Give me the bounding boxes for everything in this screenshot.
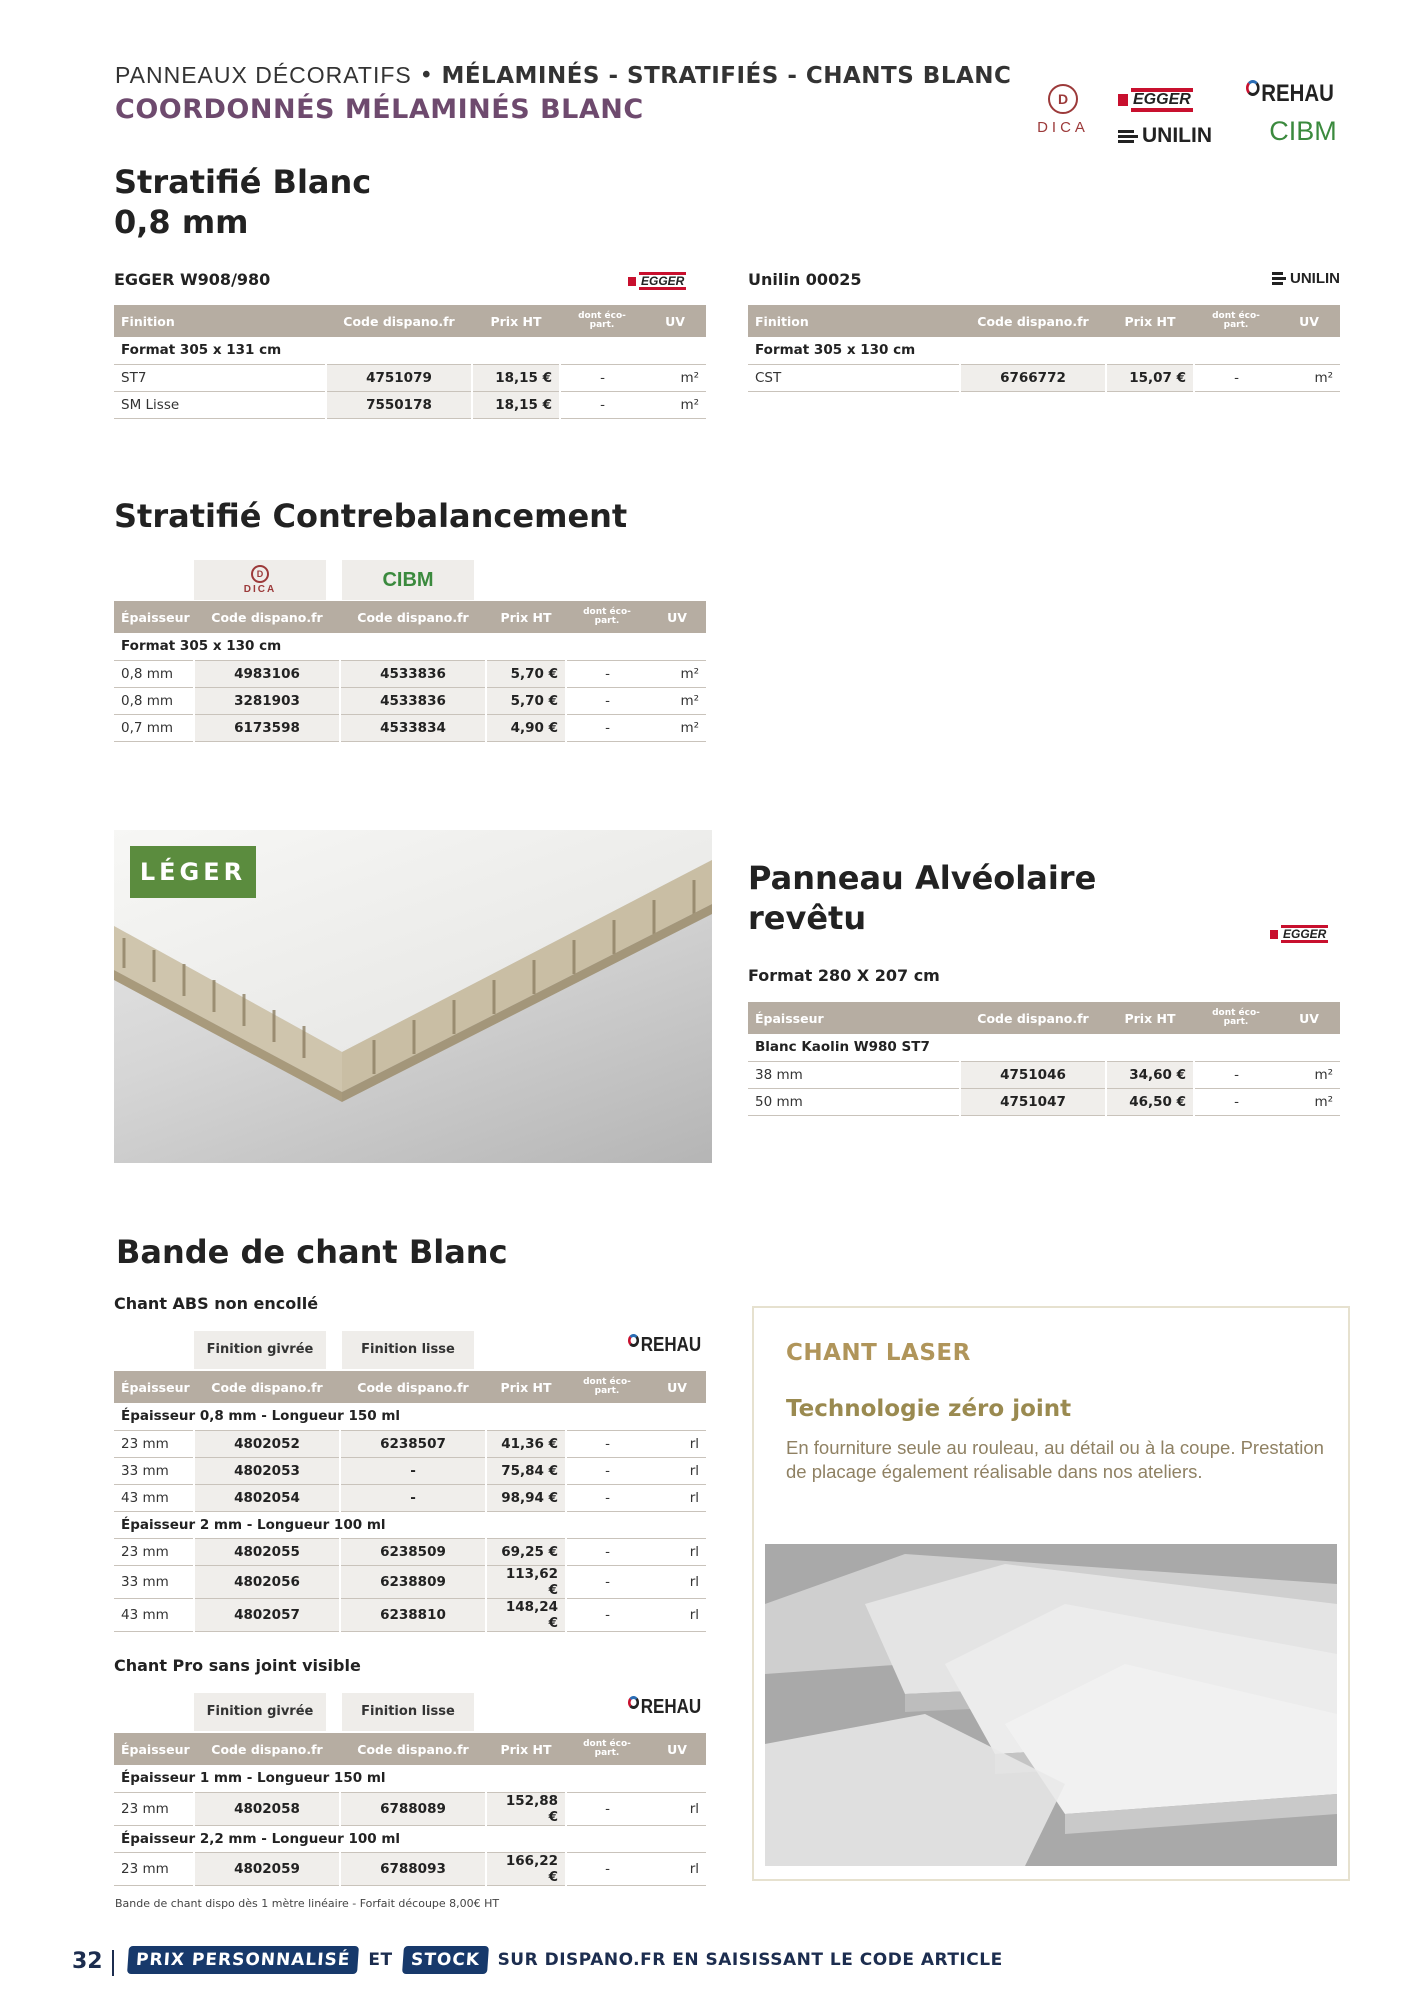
table-cell: 23 mm <box>114 1538 194 1565</box>
column-header: Code dispano.fr <box>194 601 340 633</box>
column-header: dont éco-part. <box>566 1371 648 1403</box>
table-cell: 34,60 € <box>1106 1061 1194 1088</box>
table-cell: 5,70 € <box>486 660 566 687</box>
table-cell: Format 305 x 130 cm <box>748 337 1340 364</box>
tab-finition-givree: Finition givrée <box>194 1693 326 1731</box>
alveolaire-format: Format 280 X 207 cm <box>748 966 940 985</box>
table-cell: rl <box>648 1852 706 1885</box>
table-cell: 4802054 <box>194 1484 340 1511</box>
chant-abs-label: Chant ABS non encollé <box>114 1294 319 1313</box>
column-header: dont éco-part. <box>566 601 648 633</box>
table-cell: 166,22 € <box>486 1852 566 1885</box>
table-cell: SM Lisse <box>114 391 326 418</box>
column-header: Épaisseur <box>114 1733 194 1765</box>
table-cell: 18,15 € <box>472 364 560 391</box>
table-cell: - <box>340 1457 486 1484</box>
table-cell: - <box>566 687 648 714</box>
table-cell: ST7 <box>114 364 326 391</box>
leger-badge: LÉGER <box>130 846 256 898</box>
table-cell: rl <box>648 1538 706 1565</box>
table-cell: rl <box>648 1430 706 1457</box>
egger-logo: EGGER <box>628 272 686 290</box>
column-header: Code dispano.fr <box>194 1733 340 1765</box>
table-cell: 4,90 € <box>486 714 566 741</box>
table-cell: 41,36 € <box>486 1430 566 1457</box>
table-cell: 6238507 <box>340 1430 486 1457</box>
table-cell: - <box>1194 364 1278 391</box>
table-row <box>748 1088 1340 1115</box>
egger-product-label: EGGER W908/980 <box>114 270 271 289</box>
table-cell: Épaisseur 1 mm - Longueur 150 ml <box>114 1765 706 1792</box>
table-cell: 46,50 € <box>1106 1088 1194 1115</box>
column-header: Code dispano.fr <box>194 1371 340 1403</box>
table-row <box>114 714 706 741</box>
table-cell: CST <box>748 364 960 391</box>
footer-banner: PRIX PERSONNALISÉ ET STOCK SUR DISPANO.FR EN SAISISSANT LE CODE ARTICLE <box>128 1946 1003 1974</box>
table-cell: m² <box>644 391 706 418</box>
column-header: Épaisseur <box>114 1371 194 1403</box>
column-header: dont éco-part. <box>1194 305 1278 337</box>
table-cell: - <box>1194 1061 1278 1088</box>
alveolaire-table <box>748 1002 1340 1116</box>
table-cell: 38 mm <box>748 1061 960 1088</box>
table-cell: - <box>566 1565 648 1598</box>
egger-logo: EGGER <box>1118 88 1193 112</box>
table-cell: m² <box>1278 364 1340 391</box>
table-cell: Format 305 x 130 cm <box>114 633 706 660</box>
table-cell: 4802058 <box>194 1792 340 1825</box>
column-header: UV <box>648 1733 706 1765</box>
table-cell: - <box>1194 1088 1278 1115</box>
table-cell: 4802059 <box>194 1852 340 1885</box>
column-header: dont éco-part. <box>566 1733 648 1765</box>
table-cell: - <box>560 364 644 391</box>
table-cell: Épaisseur 0,8 mm - Longueur 150 ml <box>114 1403 706 1430</box>
rehau-logo: REHAU <box>628 1334 701 1357</box>
table-cell: m² <box>648 660 706 687</box>
table-cell: 6788093 <box>340 1852 486 1885</box>
table-row <box>114 1484 706 1511</box>
table-cell: Épaisseur 2,2 mm - Longueur 100 ml <box>114 1825 706 1852</box>
table-row <box>114 1792 706 1825</box>
table-cell: 4802053 <box>194 1457 340 1484</box>
table-cell: - <box>566 1598 648 1631</box>
column-header: Code dispano.fr <box>960 305 1106 337</box>
table-cell: rl <box>648 1565 706 1598</box>
table-row <box>114 687 706 714</box>
column-header: Prix HT <box>1106 305 1194 337</box>
table-cell: rl <box>648 1598 706 1631</box>
table-cell: 33 mm <box>114 1565 194 1598</box>
table-cell: - <box>566 714 648 741</box>
table-cell: 75,84 € <box>486 1457 566 1484</box>
laser-panels-image <box>765 1544 1337 1866</box>
table-cell: 4802056 <box>194 1565 340 1598</box>
table-cell: 4751079 <box>326 364 472 391</box>
unilin-product-label: Unilin 00025 <box>748 270 862 289</box>
table-cell: 43 mm <box>114 1484 194 1511</box>
stock-badge: STOCK <box>402 1946 489 1974</box>
column-header: Code dispano.fr <box>326 305 472 337</box>
column-header: Épaisseur <box>114 601 194 633</box>
tab-finition-givree: Finition givrée <box>194 1331 326 1369</box>
column-header: dont éco-part. <box>560 305 644 337</box>
table-row <box>114 1852 706 1885</box>
table-cell: 7550178 <box>326 391 472 418</box>
table-row <box>114 660 706 687</box>
table-row <box>114 1565 706 1598</box>
unilin-logo: UNILIN <box>1118 124 1212 148</box>
table-cell: m² <box>1278 1061 1340 1088</box>
ibm-logo: CIBM <box>1269 116 1337 146</box>
table-cell: 43 mm <box>114 1598 194 1631</box>
table-cell: 3281903 <box>194 687 340 714</box>
column-header: Code dispano.fr <box>340 1371 486 1403</box>
column-header: Prix HT <box>472 305 560 337</box>
table-cell: 6788089 <box>340 1792 486 1825</box>
table-cell: 4802055 <box>194 1538 340 1565</box>
column-header: Prix HT <box>486 601 566 633</box>
column-header: UV <box>1278 1002 1340 1034</box>
section-title-alveolaire: Panneau Alvéolaire revêtu <box>748 859 1097 937</box>
header-subcategory: COORDONNÉS MÉLAMINÉS BLANC <box>115 94 644 125</box>
table-row <box>114 1430 706 1457</box>
table-cell: 4533836 <box>340 687 486 714</box>
dica-logo: D DICA <box>1028 84 1098 143</box>
column-header: Épaisseur <box>748 1002 960 1034</box>
table-cell: 6766772 <box>960 364 1106 391</box>
column-header: Prix HT <box>1106 1002 1194 1034</box>
rehau-logo: REHAU <box>628 1696 701 1719</box>
laser-title: CHANT LASER <box>786 1340 971 1366</box>
table-cell: - <box>566 1484 648 1511</box>
table-cell: Format 305 x 131 cm <box>114 337 706 364</box>
table-cell: 6173598 <box>194 714 340 741</box>
table-cell: m² <box>648 687 706 714</box>
rehau-logo: REHAU <box>1246 80 1334 108</box>
header-category: PANNEAUX DÉCORATIFS • MÉLAMINÉS - STRATIFIÉS - CHANTS BLANC <box>115 62 1012 89</box>
table-cell: 6238810 <box>340 1598 486 1631</box>
section-title-bande-de-chant: Bande de chant Blanc <box>116 1233 508 1271</box>
table-cell: - <box>566 1852 648 1885</box>
table-cell: 0,8 mm <box>114 660 194 687</box>
table-cell: 4533834 <box>340 714 486 741</box>
table-cell: 0,8 mm <box>114 687 194 714</box>
section-title-stratifie-blanc: Stratifié Blanc 0,8 mm <box>114 163 372 241</box>
table-cell: - <box>560 391 644 418</box>
contrebalancement-table <box>114 601 706 742</box>
table-cell: 18,15 € <box>472 391 560 418</box>
table-cell: 4751046 <box>960 1061 1106 1088</box>
chant-abs-table <box>114 1371 706 1632</box>
prix-personnalise-badge: PRIX PERSONNALISÉ <box>127 1946 359 1974</box>
column-header: Finition <box>114 305 326 337</box>
ibm-logo-tab: CIBM <box>342 560 474 600</box>
section-title-contrebalancement: Stratifié Contrebalancement <box>114 497 628 535</box>
table-cell: 4533836 <box>340 660 486 687</box>
table-cell: - <box>566 660 648 687</box>
page-number: 32 <box>72 1949 103 1974</box>
table-cell: 23 mm <box>114 1792 194 1825</box>
table-row <box>748 364 1340 391</box>
table-row <box>114 1457 706 1484</box>
table-cell: 4983106 <box>194 660 340 687</box>
table-cell: 50 mm <box>748 1088 960 1115</box>
table-cell: 148,24 € <box>486 1598 566 1631</box>
tab-finition-lisse: Finition lisse <box>342 1693 474 1731</box>
table-cell: rl <box>648 1457 706 1484</box>
table-cell: 98,94 € <box>486 1484 566 1511</box>
table-cell: Épaisseur 2 mm - Longueur 100 ml <box>114 1511 706 1538</box>
egger-logo: EGGER <box>1270 925 1328 943</box>
dica-logo-tab: D DICA <box>194 560 326 600</box>
column-header: Finition <box>748 305 960 337</box>
table-row <box>114 1538 706 1565</box>
table-cell: 152,88 € <box>486 1792 566 1825</box>
column-header: Code dispano.fr <box>960 1002 1106 1034</box>
chant-pro-label: Chant Pro sans joint visible <box>114 1656 361 1675</box>
table-cell: - <box>566 1457 648 1484</box>
table-cell: 6238809 <box>340 1565 486 1598</box>
column-header: Code dispano.fr <box>340 601 486 633</box>
table-cell: 5,70 € <box>486 687 566 714</box>
table-cell: 6238509 <box>340 1538 486 1565</box>
table-cell: 23 mm <box>114 1430 194 1457</box>
stratifie-egger-table <box>114 305 706 419</box>
table-cell: - <box>566 1792 648 1825</box>
laser-subtitle: Technologie zéro joint <box>786 1396 1072 1422</box>
table-cell: 23 mm <box>114 1852 194 1885</box>
column-header: Prix HT <box>486 1733 566 1765</box>
table-cell: 4802052 <box>194 1430 340 1457</box>
table-cell: 33 mm <box>114 1457 194 1484</box>
column-header: dont éco-part. <box>1194 1002 1278 1034</box>
table-cell: rl <box>648 1484 706 1511</box>
column-header: UV <box>648 1371 706 1403</box>
unilin-logo: UNILIN <box>1272 270 1340 287</box>
table-cell: - <box>566 1538 648 1565</box>
table-cell: - <box>340 1484 486 1511</box>
table-cell: m² <box>648 714 706 741</box>
table-cell: 0,7 mm <box>114 714 194 741</box>
column-header: UV <box>648 601 706 633</box>
table-cell: 4802057 <box>194 1598 340 1631</box>
table-row <box>114 364 706 391</box>
table-cell: - <box>566 1430 648 1457</box>
tab-finition-lisse: Finition lisse <box>342 1331 474 1369</box>
table-row <box>114 391 706 418</box>
table-cell: 113,62 € <box>486 1565 566 1598</box>
laser-description: En fourniture seule au rouleau, au détail ou à la coupe. Prestation de placage également réalisable dans nos ateliers. <box>786 1437 1324 1483</box>
table-row <box>114 1598 706 1631</box>
table-cell: rl <box>648 1792 706 1825</box>
column-header: UV <box>1278 305 1340 337</box>
table-cell: m² <box>1278 1088 1340 1115</box>
table-row <box>748 1061 1340 1088</box>
column-header: UV <box>644 305 706 337</box>
footer-divider <box>112 1950 114 1976</box>
table-cell: 15,07 € <box>1106 364 1194 391</box>
stratifie-unilin-table <box>748 305 1340 392</box>
column-header: Code dispano.fr <box>340 1733 486 1765</box>
table-cell: 69,25 € <box>486 1538 566 1565</box>
table-cell: m² <box>644 364 706 391</box>
table-cell: 4751047 <box>960 1088 1106 1115</box>
stacked-panels-illustration <box>765 1544 1337 1866</box>
chant-pro-table <box>114 1733 706 1886</box>
column-header: Prix HT <box>486 1371 566 1403</box>
table-cell: Blanc Kaolin W980 ST7 <box>748 1034 1340 1061</box>
chant-note: Bande de chant dispo dès 1 mètre linéaire - Forfait découpe 8,00€ HT <box>115 1897 500 1910</box>
